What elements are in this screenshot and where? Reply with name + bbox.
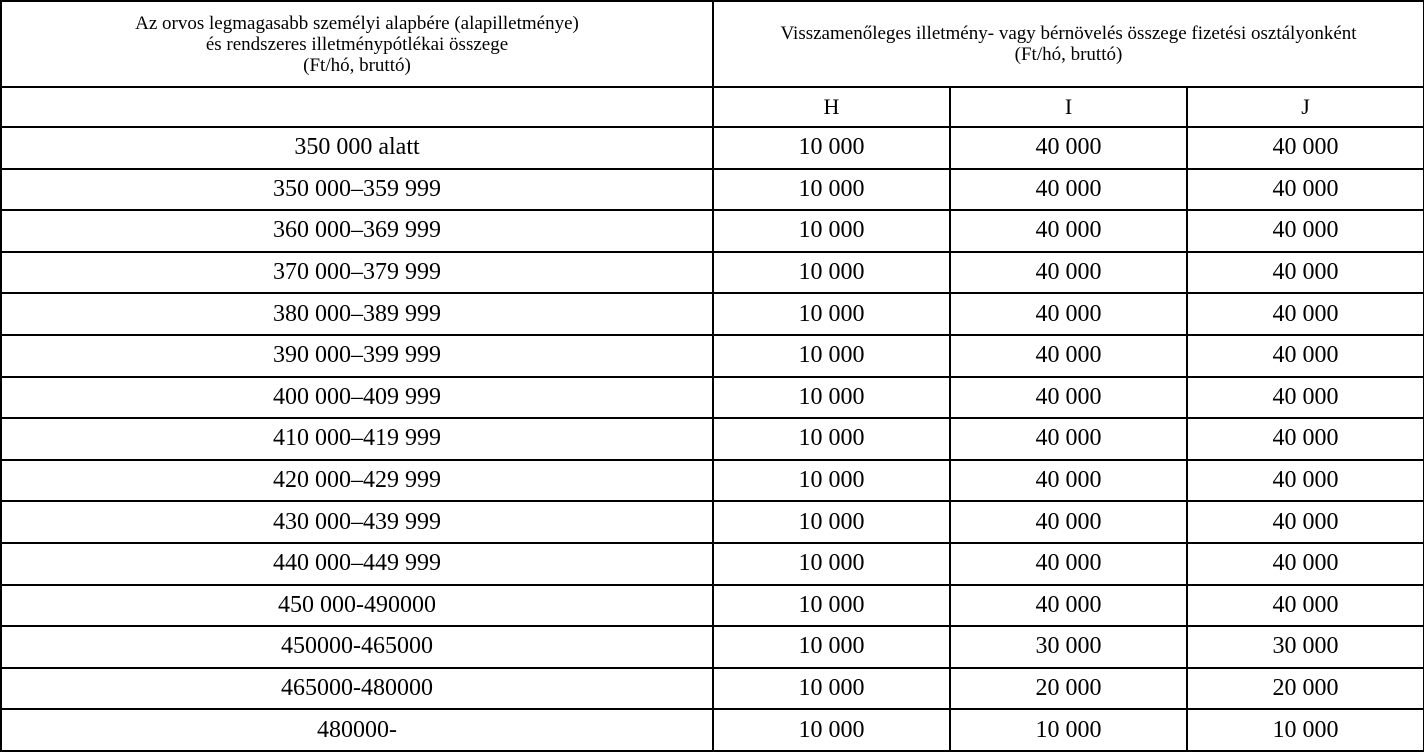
class-h-cell: 10 000 [713, 210, 950, 252]
class-i-cell: 40 000 [950, 377, 1187, 419]
class-j-cell: 40 000 [1187, 127, 1424, 169]
class-i-cell: 40 000 [950, 293, 1187, 335]
salary-range-cell: 380 000–389 999 [1, 293, 713, 335]
salary-range-cell: 450 000-490000 [1, 585, 713, 627]
class-j-cell: 40 000 [1187, 418, 1424, 460]
salary-range-cell: 450000-465000 [1, 626, 713, 668]
salary-range-cell: 440 000–449 999 [1, 543, 713, 585]
class-i-cell: 40 000 [950, 460, 1187, 502]
header-retroactive-increase [713, 1, 1424, 87]
class-j-cell: 40 000 [1187, 501, 1424, 543]
class-j-cell: 30 000 [1187, 626, 1424, 668]
salary-range-cell: 465000-480000 [1, 668, 713, 710]
class-i-cell: 40 000 [950, 585, 1187, 627]
header-retroactive-line1: Visszamenőleges illetmény- vagy bérnövelés összege fizetési osztályonként [780, 23, 1357, 44]
class-j-cell: 20 000 [1187, 668, 1424, 710]
sub-header-row [1, 87, 1424, 127]
class-i-cell: 40 000 [950, 418, 1187, 460]
table-row [1, 543, 1424, 585]
table-row [1, 626, 1424, 668]
class-h-cell: 10 000 [713, 668, 950, 710]
salary-range-cell: 400 000–409 999 [1, 377, 713, 419]
table-row [1, 709, 1424, 751]
salary-range-cell: 350 000–359 999 [1, 169, 713, 211]
header-base-salary-line3: (Ft/hó, bruttó) [303, 54, 411, 76]
class-h-cell: 10 000 [713, 626, 950, 668]
class-i-cell: 40 000 [950, 252, 1187, 294]
salary-range-cell: 430 000–439 999 [1, 501, 713, 543]
salary-range-cell: 390 000–399 999 [1, 335, 713, 377]
table-row [1, 501, 1424, 543]
table-row [1, 335, 1424, 377]
class-i-cell: 40 000 [950, 501, 1187, 543]
table-row [1, 668, 1424, 710]
class-h-cell: 10 000 [713, 501, 950, 543]
salary-range-cell: 370 000–379 999 [1, 252, 713, 294]
table-row [1, 252, 1424, 294]
header-base-salary-line1: Az orvos legmagasabb személyi alapbére (alapilletménye) [135, 12, 579, 34]
class-i-cell: 40 000 [950, 543, 1187, 585]
class-j-cell: 40 000 [1187, 460, 1424, 502]
table-row [1, 127, 1424, 169]
salary-range-cell: 350 000 alatt [1, 127, 713, 169]
header-retroactive-line2: (Ft/hó, bruttó) [1014, 44, 1123, 65]
class-i-cell: 20 000 [950, 668, 1187, 710]
class-h-cell: 10 000 [713, 169, 950, 211]
table-row [1, 585, 1424, 627]
class-j-cell: 40 000 [1187, 585, 1424, 627]
table-row [1, 418, 1424, 460]
class-h-cell: 10 000 [713, 335, 950, 377]
salary-range-cell: 420 000–429 999 [1, 460, 713, 502]
class-h-cell: 10 000 [713, 252, 950, 294]
class-i-cell: 40 000 [950, 169, 1187, 211]
class-h-cell: 10 000 [713, 585, 950, 627]
class-i-cell: 40 000 [950, 210, 1187, 252]
sub-header-empty [1, 87, 713, 127]
class-h-cell: 10 000 [713, 460, 950, 502]
sub-header-i: I [950, 87, 1187, 127]
salary-range-cell: 480000- [1, 709, 713, 751]
class-j-cell: 40 000 [1187, 252, 1424, 294]
class-j-cell: 40 000 [1187, 543, 1424, 585]
table-row [1, 377, 1424, 419]
sub-header-h: H [713, 87, 950, 127]
class-j-cell: 40 000 [1187, 293, 1424, 335]
class-h-cell: 10 000 [713, 293, 950, 335]
class-i-cell: 40 000 [950, 335, 1187, 377]
header-base-salary-line2: és rendszeres illetménypótlékai összege [205, 33, 509, 55]
class-j-cell: 40 000 [1187, 377, 1424, 419]
class-i-cell: 10 000 [950, 709, 1187, 751]
class-h-cell: 10 000 [713, 709, 950, 751]
class-j-cell: 40 000 [1187, 335, 1424, 377]
header-row [1, 1, 1424, 87]
table-row [1, 460, 1424, 502]
class-h-cell: 10 000 [713, 543, 950, 585]
table-row [1, 210, 1424, 252]
class-j-cell: 10 000 [1187, 709, 1424, 751]
table-row [1, 293, 1424, 335]
class-j-cell: 40 000 [1187, 210, 1424, 252]
class-i-cell: 40 000 [950, 127, 1187, 169]
salary-range-cell: 410 000–419 999 [1, 418, 713, 460]
sub-header-j: J [1187, 87, 1424, 127]
table-row [1, 169, 1424, 211]
class-h-cell: 10 000 [713, 377, 950, 419]
class-i-cell: 30 000 [950, 626, 1187, 668]
header-base-salary [1, 1, 713, 87]
salary-range-cell: 360 000–369 999 [1, 210, 713, 252]
class-h-cell: 10 000 [713, 418, 950, 460]
class-h-cell: 10 000 [713, 127, 950, 169]
class-j-cell: 40 000 [1187, 169, 1424, 211]
table-body [1, 127, 1424, 751]
